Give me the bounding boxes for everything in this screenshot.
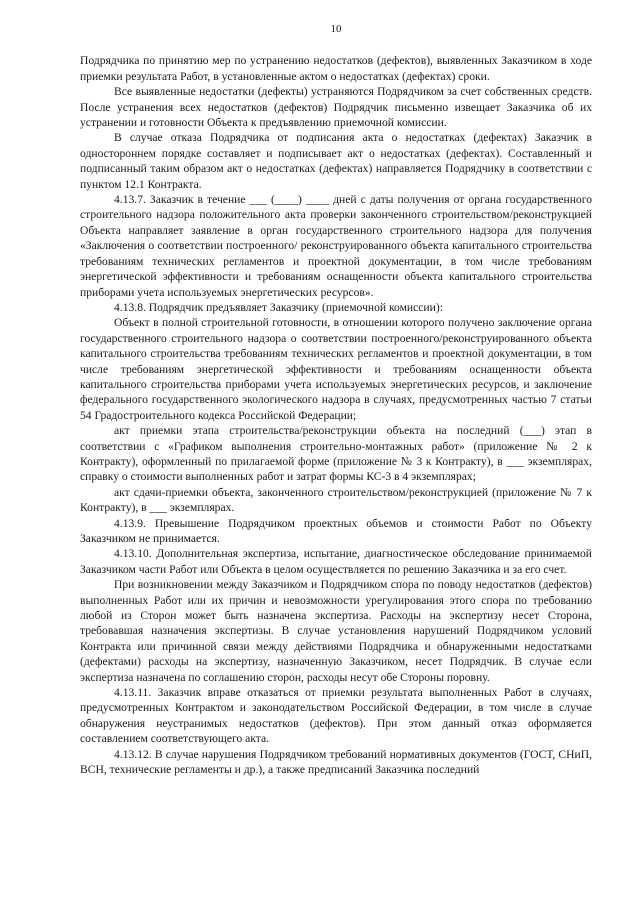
page-number: 10 (330, 23, 342, 35)
paragraph-object-readiness: Объект в полной строительной готовности, в отношении которого получено заключение органа государственного строительного надзора о соответствии построенного/реконструированного объекта капитального строительства требованиям технических регламентов и проектной документации, в том числе требованиям энергетической эффективности и требованиям оснащенности объекта капитального строительства приборами учета используемых энергетических ресурсов, и заключение федерального государственного экологического надзора в случаях, предусмотренных частью 7 статьи 54 Градостроительного кодекса Российской Федерации; (80, 316, 592, 422)
paragraph-defects-elimination: Все выявленные недостатки (дефекты) устраняются Подрядчиком за счет собственных средств. После устранения всех недостатков (дефектов) Подрядчик письменно извещает Заказчика об их устранении и готовности Объекта к предъявлению приемочной комиссии. (80, 85, 592, 130)
paragraph-handover-act: акт сдачи-приемки объекта, законченного строительством/реконструкцией (приложение № 7 к Контракту), в ___ экземплярах. (80, 485, 592, 515)
paragraph-4-13-8: 4.13.8. Подрядчик предъявляет Заказчику (приемочной комиссии): (114, 300, 443, 314)
paragraph-defects-deadline: Подрядчика по принятию мер по устранению недостатков (дефектов), выявленных Заказчиком в ходе приемки результата Работ, в установленные актом о недостатках (дефектах) сроки. (80, 54, 592, 83)
paragraph-stage-acceptance-act: акт приемки этапа строительства/реконструкции объекта на последний (___) этап в соответствии с «Графиком выполнения строительно-монтажных работ» (приложение № 2 к Контракту), оформленный по прилагаемой форме (приложение № 3 к Контракту), в ___ экземплярах, справку о стоимости выполненных работ и затрат формы КС-3 в 4 экземплярах; (80, 424, 592, 484)
paragraph-4-13-7: 4.13.7. Заказчик в течение ___ (____) ____ дней с даты получения от органа государственного строительного надзора положительного акта проверки законченного строительством/реконструкцией Объекта направляет заявление в орган государственного строительного надзора для получения «Заключения о соответствии построенного/ реконструированного объекта капитального строительства требованиям технических регламентов и проектной документации, в том числе требованиям энергетической эффективности и требованиям оснащенности объекта капитального строительства приборами учета используемых энергетических ресурсов». (80, 193, 592, 299)
paragraph-refusal-to-sign: В случае отказа Подрядчика от подписания акта о недостатках (дефектах) Заказчик в одностороннем порядке составляет и подписывает акт о недостатках (дефектах). Составленный и подписанный таким образом акт о недостатках (дефектах) направляется Подрядчику в соответствии с пунктом 12.1 Контракта. (80, 131, 592, 191)
paragraph-4-13-12: 4.13.12. В случае нарушения Подрядчиком требований нормативных документов (ГОСТ, СНиП, ВСН, технические регламенты и др.), а также предписаний Заказчика последний (80, 747, 592, 777)
paragraph-4-13-9: 4.13.9. Превышение Подрядчиком проектных объемов и стоимости Работ по Объекту Заказчиком не принимается. (80, 516, 592, 545)
paragraph-4-13-10: 4.13.10. Дополнительная экспертиза, испытание, диагностическое обследование принимаемой Заказчиком части Работ или Объекта в целом осуществляется по решению Заказчика и за его счет. (80, 547, 592, 576)
paragraph-4-13-11: 4.13.11. Заказчик вправе отказаться от приемки результата выполненных Работ в случаях, предусмотренных Контрактом и законодательством Российской Федерации, в том числе в случае обнаружения неустранимых недостатков (дефектов). При этом данный отказ оформляется составлением соответствующего акта. (80, 686, 592, 746)
paragraph-expertise-dispute: При возникновении между Заказчиком и Подрядчиком спора по поводу недостатков (дефектов) выполненных Работ или их причин и невозможности урегулирования этого спора по требованию любой из Сторон может быть назначена экспертиза. Расходы на экспертизу несет Сторона, требовавшая назначения экспертизы. В случае установления нарушений Подрядчиком условий Контракта или причинной связи между действиями Подрядчика и обнаруженными недостатками (дефектами) расходы на экспертизу, назначенную Заказчиком, несет Подрядчик. В случае если экспертиза назначена по соглашению сторон, расходы несут обе Стороны поровну. (80, 578, 592, 684)
